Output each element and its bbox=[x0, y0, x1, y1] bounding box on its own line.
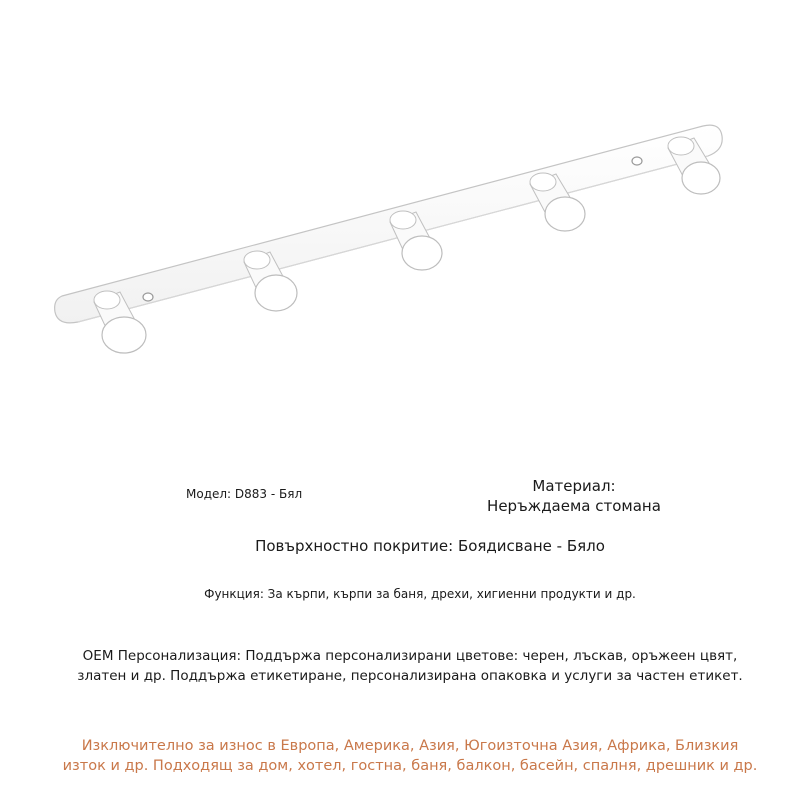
oem-line: златен и др. Поддържа етикетиране, персонализирана опаковка и услуги за частен етикет. bbox=[77, 668, 743, 684]
surface-finish: Повърхностно покритие: Боядисване - Бяло bbox=[255, 537, 605, 555]
oem-line: OEM Персонализация: Поддържа персонализирани цветове: черен, лъскав, оръжеен цвят, bbox=[82, 648, 738, 664]
material-label: Материал: bbox=[532, 477, 616, 495]
material-info bbox=[466, 476, 682, 516]
function-description: Функция: За кърпи, кърпи за баня, дрехи, хигиенни продукти и др. bbox=[204, 587, 636, 601]
mounting-bar bbox=[55, 125, 723, 323]
screw-hole bbox=[143, 293, 153, 301]
export-markets bbox=[30, 736, 790, 776]
market-line: Изключително за износ в Европа, Америка, Азия, Югоизточна Азия, Африка, Близкия bbox=[81, 738, 739, 754]
screw-hole bbox=[632, 157, 642, 165]
oem-customization bbox=[40, 646, 780, 686]
model-label: Модел: D883 - Бял bbox=[186, 487, 303, 501]
material-value: Неръждаема стомана bbox=[487, 497, 661, 515]
market-line: изток и др. Подходящ за дом, хотел, гостна, баня, балкон, басейн, спалня, дрешник и др. bbox=[62, 758, 758, 774]
